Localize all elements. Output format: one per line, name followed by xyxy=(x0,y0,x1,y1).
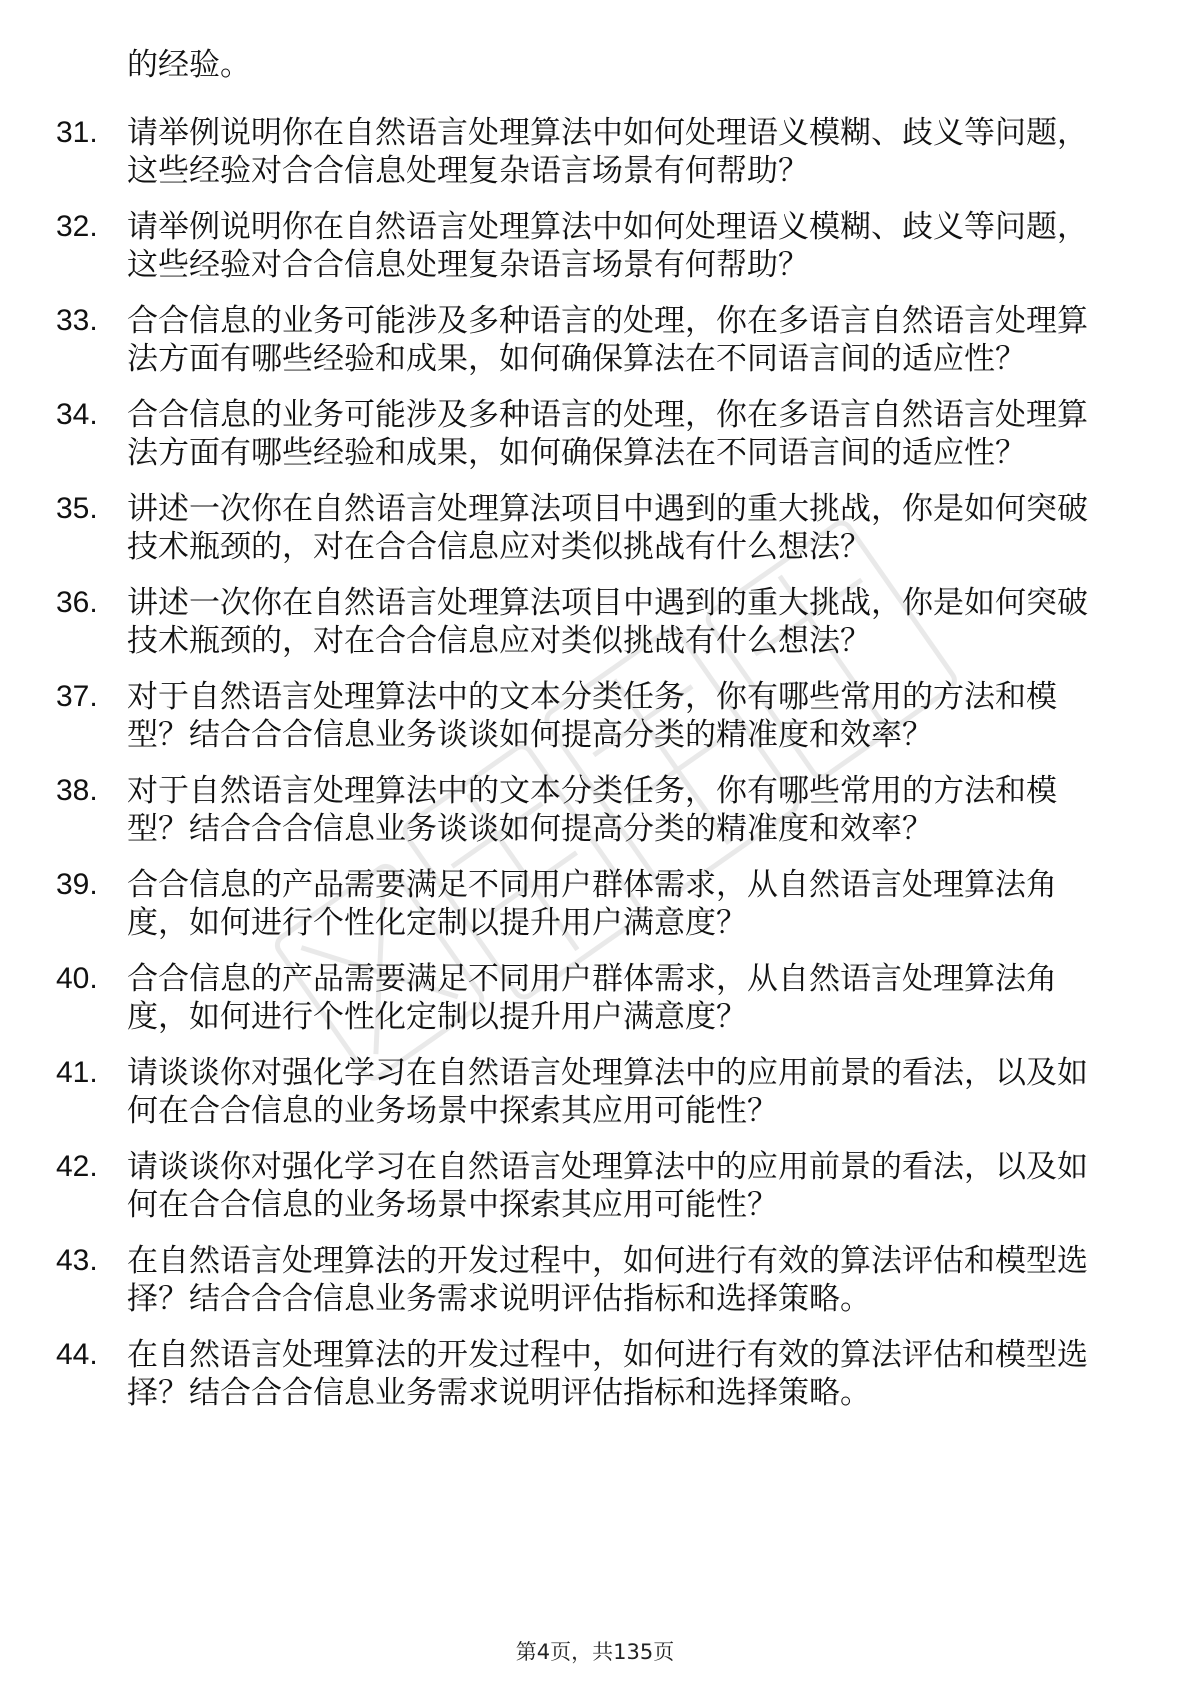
list-item xyxy=(0,866,1190,942)
question-text: 讲述一次你在自然语言处理算法项目中遇到的重大挑战，你是如何突破技术瓶颈的，对在合合信息应对类似挑战有什么想法？ xyxy=(127,491,1088,565)
question-number: 40. xyxy=(56,962,98,995)
question-text: 合合信息的业务可能涉及多种语言的处理，你在多语言自然语言处理算法方面有哪些经验和成果，如何确保算法在不同语言间的适应性？ xyxy=(127,303,1088,377)
list-item xyxy=(0,302,1190,378)
continuation-text: 的经验。 xyxy=(127,47,251,83)
question-text: 合合信息的产品需要满足不同用户群体需求，从自然语言处理算法角度，如何进行个性化定制以提升用户满意度？ xyxy=(127,961,1057,1035)
question-number: 42. xyxy=(56,1150,98,1183)
question-list xyxy=(0,114,1190,1430)
question-number: 34. xyxy=(56,398,98,431)
question-number: 33. xyxy=(56,304,98,337)
list-item xyxy=(0,584,1190,660)
list-item xyxy=(0,208,1190,284)
list-item xyxy=(0,114,1190,190)
list-item xyxy=(0,1336,1190,1412)
question-text: 合合信息的业务可能涉及多种语言的处理，你在多语言自然语言处理算法方面有哪些经验和成果，如何确保算法在不同语言间的适应性？ xyxy=(127,397,1088,471)
question-number: 39. xyxy=(56,868,98,901)
question-text: 请谈谈你对强化学习在自然语言处理算法中的应用前景的看法，以及如何在合合信息的业务场景中探索其应用可能性？ xyxy=(127,1055,1088,1129)
page-footer: 第4页，共135页 xyxy=(515,1640,675,1664)
question-text: 在自然语言处理算法的开发过程中，如何进行有效的算法评估和模型选择？结合合合信息业务需求说明评估指标和选择策略。 xyxy=(127,1243,1088,1317)
question-text: 对于自然语言处理算法中的文本分类任务，你有哪些常用的方法和模型？结合合合信息业务谈谈如何提高分类的精准度和效率？ xyxy=(127,679,1057,753)
list-item xyxy=(0,1242,1190,1318)
question-number: 41. xyxy=(56,1056,98,1089)
question-text: 讲述一次你在自然语言处理算法项目中遇到的重大挑战，你是如何突破技术瓶颈的，对在合合信息应对类似挑战有什么想法？ xyxy=(127,585,1088,659)
question-text: 请举例说明你在自然语言处理算法中如何处理语义模糊、歧义等问题，这些经验对合合信息处理复杂语言场景有何帮助？ xyxy=(127,115,1088,189)
list-item xyxy=(0,678,1190,754)
question-text: 合合信息的产品需要满足不同用户群体需求，从自然语言处理算法角度，如何进行个性化定制以提升用户满意度？ xyxy=(127,867,1057,941)
question-text: 请举例说明你在自然语言处理算法中如何处理语义模糊、歧义等问题，这些经验对合合信息处理复杂语言场景有何帮助？ xyxy=(127,209,1088,283)
question-number: 44. xyxy=(56,1338,98,1371)
list-item xyxy=(0,772,1190,848)
question-number: 43. xyxy=(56,1244,98,1277)
question-text: 请谈谈你对强化学习在自然语言处理算法中的应用前景的看法，以及如何在合合信息的业务场景中探索其应用可能性？ xyxy=(127,1149,1088,1223)
question-number: 37. xyxy=(56,680,98,713)
list-item xyxy=(0,396,1190,472)
question-number: 38. xyxy=(56,774,98,807)
list-item xyxy=(0,960,1190,1036)
question-text: 在自然语言处理算法的开发过程中，如何进行有效的算法评估和模型选择？结合合合信息业务需求说明评估指标和选择策略。 xyxy=(127,1337,1088,1411)
question-number: 36. xyxy=(56,586,98,619)
list-item xyxy=(0,1148,1190,1224)
list-item xyxy=(0,490,1190,566)
question-number: 35. xyxy=(56,492,98,525)
question-text: 对于自然语言处理算法中的文本分类任务，你有哪些常用的方法和模型？结合合合信息业务谈谈如何提高分类的精准度和效率？ xyxy=(127,773,1057,847)
list-item xyxy=(0,1054,1190,1130)
question-number: 32. xyxy=(56,210,98,243)
question-number: 31. xyxy=(56,116,98,149)
